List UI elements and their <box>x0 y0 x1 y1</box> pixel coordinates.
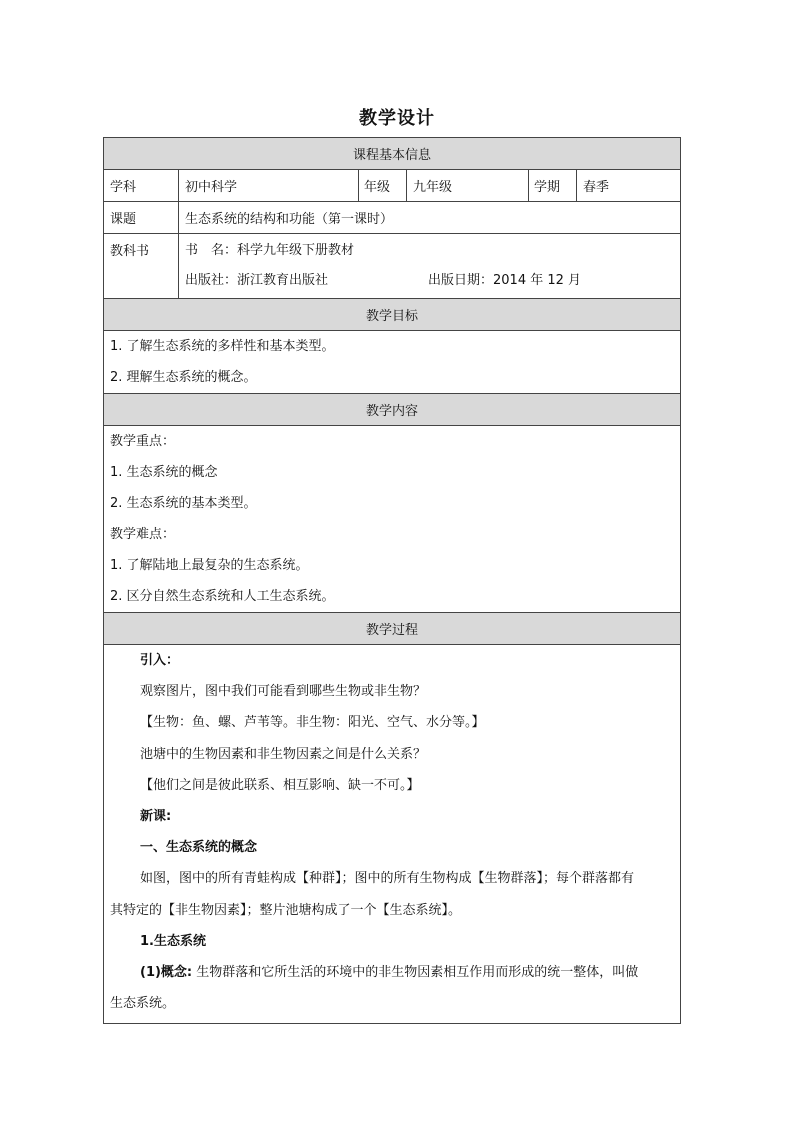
question-1: 观察图片，图中我们可能看到哪些生物或非生物？ <box>140 684 427 700</box>
book-name: 书 名：科学九年级下册教材 <box>185 243 355 258</box>
concept-text: 生物群落和它所生活的环境中的非生物因素相互作用而形成的统一整体，叫做 <box>192 964 639 980</box>
objectives-header: 教学目标 <box>104 299 681 331</box>
concept-line <box>110 957 674 988</box>
term-label: 学期 <box>529 170 577 202</box>
basic-info-header: 课程基本信息 <box>104 138 681 170</box>
publisher-line <box>185 266 674 296</box>
answer-2: 【他们之间是彼此联系、相互影响、缺一不可。】 <box>140 777 420 793</box>
objectives-list <box>104 331 681 394</box>
publisher: 出版社：浙江教育出版社 <box>185 273 329 288</box>
answer-1: 【生物：鱼、螺、芦苇等。非生物：阳光、空气、水分等。】 <box>140 715 485 731</box>
process-header: 教学过程 <box>104 613 681 645</box>
grade-value: 九年级 <box>407 170 529 202</box>
content-block <box>104 426 681 613</box>
intro-label: 引入： <box>140 653 180 668</box>
key-points-label: 教学重点： <box>110 434 176 449</box>
lesson-plan-table <box>103 137 681 1024</box>
term-value: 春季 <box>577 170 681 202</box>
key-point-item: 2. 生态系统的基本类型。 <box>110 496 257 511</box>
paragraph-line: 其特定的【非生物因素】；整片池塘构成了一个【生态系统】。 <box>110 902 462 918</box>
subject-label: 学科 <box>104 170 179 202</box>
key-point-item: 1. 生态系统的概念 <box>110 465 218 480</box>
paragraph-line: 如图，图中的所有青蛙构成【种群】；图中的所有生物构成【生物群落】；每个群落都有 <box>140 871 635 887</box>
textbook-info <box>179 234 681 299</box>
subject-value: 初中科学 <box>179 170 359 202</box>
difficulties-label: 教学难点： <box>110 527 176 542</box>
grade-label: 年级 <box>359 170 407 202</box>
question-2: 池塘中的生物因素和非生物因素之间是什么关系？ <box>140 746 427 762</box>
new-lesson-label: 新课: <box>140 808 172 824</box>
topic-label: 课题 <box>104 202 179 234</box>
section-heading: 一、生态系统的概念 <box>140 840 258 856</box>
publication-date: 出版日期：2014 年 12 月 <box>428 273 582 288</box>
objective-item: 2. 理解生态系统的概念。 <box>110 370 257 385</box>
subsection-heading: 1.生态系统 <box>140 933 206 949</box>
difficulty-item: 2. 区分自然生态系统和人工生态系统。 <box>110 589 335 604</box>
process-block <box>104 645 681 1024</box>
difficulty-item: 1. 了解陆地上最复杂的生态系统。 <box>110 558 309 573</box>
topic-value: 生态系统的结构和功能（第一课时） <box>179 202 681 234</box>
content-header: 教学内容 <box>104 394 681 426</box>
document-title: 教学设计 <box>359 108 435 129</box>
concept-label: (1)概念: <box>140 964 193 980</box>
objective-item: 1. 了解生态系统的多样性和基本类型。 <box>110 339 335 354</box>
textbook-label: 教科书 <box>104 234 179 299</box>
concept-line-2: 生态系统。 <box>110 996 176 1012</box>
